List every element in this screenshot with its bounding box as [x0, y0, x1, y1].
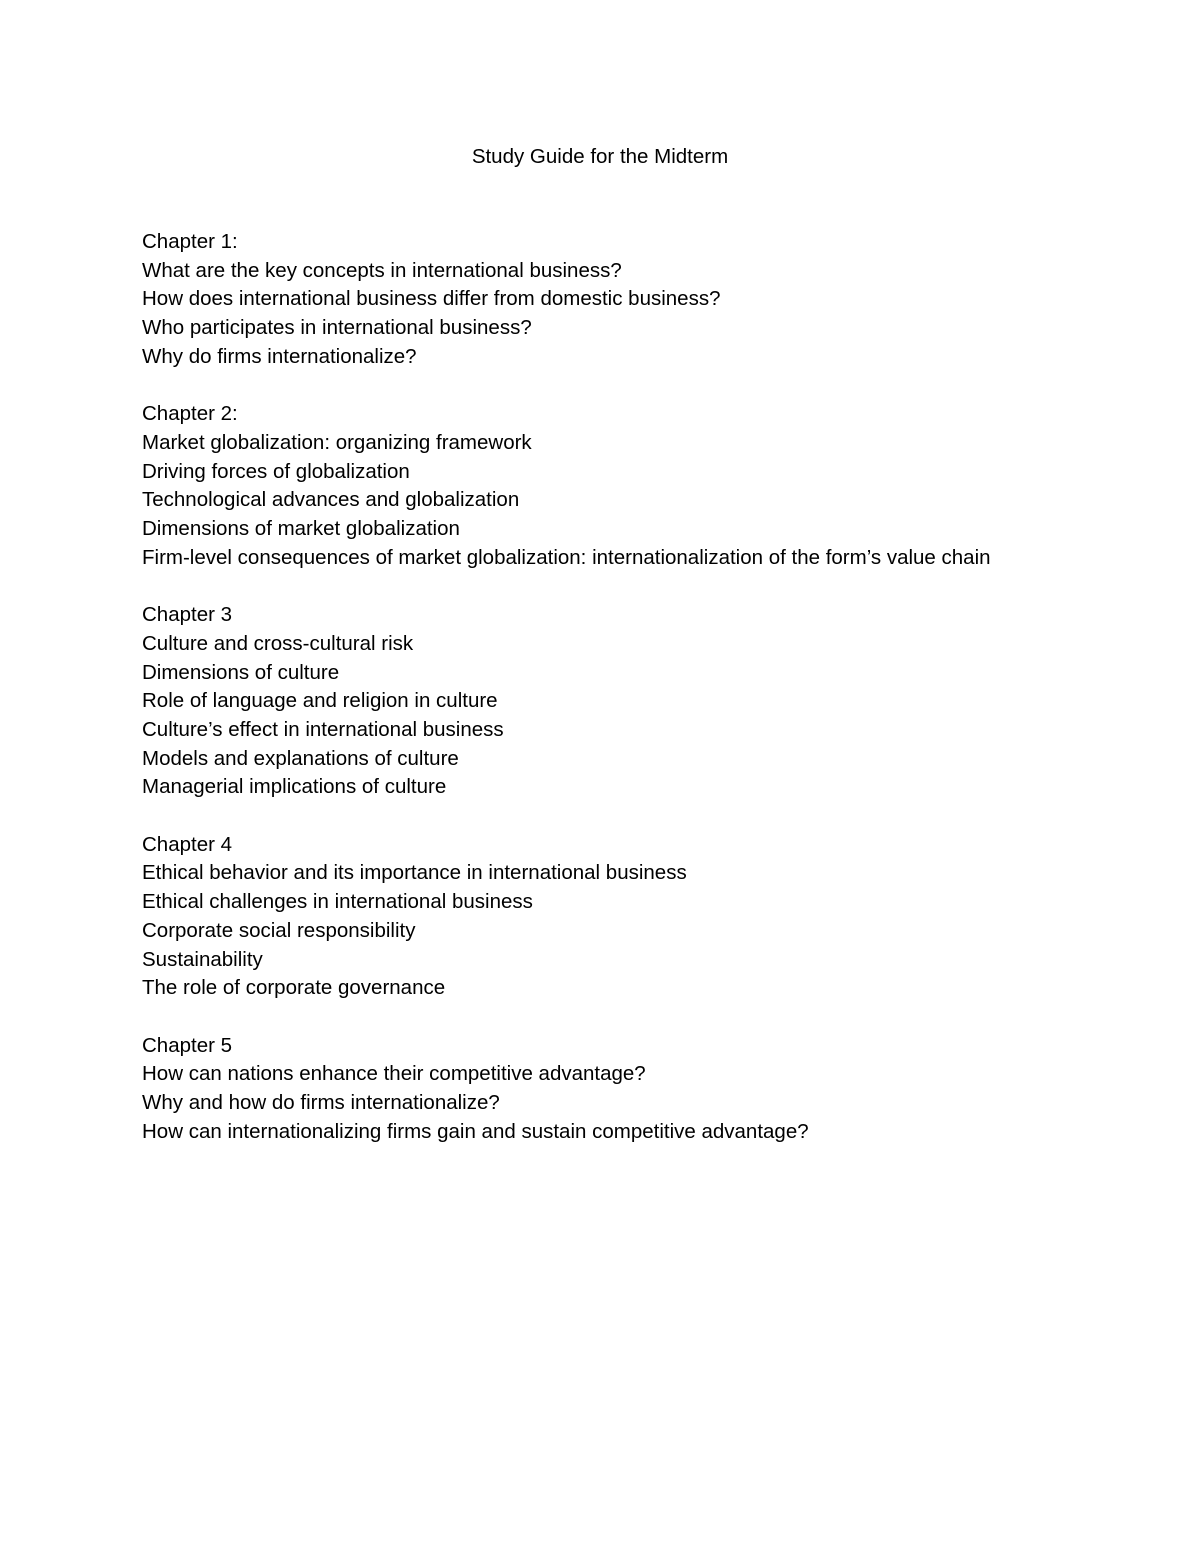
list-item: Dimensions of culture — [142, 660, 340, 684]
list-item: Role of language and religion in culture — [142, 689, 498, 713]
list-item: Market globalization: organizing framework — [142, 430, 532, 454]
chapter-4-section — [142, 831, 1142, 1003]
chapter-4-heading: Chapter 4 — [142, 832, 233, 856]
list-item: Culture’s effect in international business — [142, 717, 504, 741]
chapter-3-section — [142, 601, 1142, 802]
list-item: Technological advances and globalization — [142, 488, 520, 512]
chapter-1-heading: Chapter 1: — [142, 230, 238, 253]
list-item: Driving forces of globalization — [142, 459, 410, 483]
list-item: Why and how do firms internationalize? — [142, 1091, 500, 1115]
list-item: How does international business differ from domestic business? — [142, 287, 721, 311]
document-title: Study Guide for the Midterm — [471, 145, 729, 168]
chapter-2-section — [142, 400, 1142, 572]
list-item: Why do firms internationalize? — [142, 344, 417, 368]
list-item: Managerial implications of culture — [142, 775, 447, 799]
list-item: The role of corporate governance — [142, 976, 446, 1000]
list-item: Who participates in international business? — [142, 316, 532, 340]
chapter-3-heading: Chapter 3 — [142, 603, 233, 627]
chapter-1-section — [142, 228, 1142, 372]
list-item: Culture and cross-cultural risk — [142, 631, 414, 655]
list-item: Corporate social responsibility — [142, 918, 416, 942]
list-item: Models and explanations of culture — [142, 746, 459, 770]
chapter-5-section — [142, 1032, 1142, 1147]
list-item: What are the key concepts in international business? — [142, 258, 622, 282]
list-item: Ethical behavior and its importance in international business — [142, 861, 687, 885]
list-item: How can internationalizing firms gain and sustain competitive advantage? — [142, 1119, 809, 1143]
document-body — [142, 228, 1142, 1175]
list-item: Ethical challenges in international business — [142, 890, 533, 914]
list-item: Sustainability — [142, 947, 263, 971]
list-item: Dimensions of market globalization — [142, 517, 460, 541]
chapter-5-heading: Chapter 5 — [142, 1033, 233, 1057]
chapter-2-heading: Chapter 2: — [142, 402, 238, 426]
list-item: How can nations enhance their competitive advantage? — [142, 1062, 646, 1086]
list-item: Firm-level consequences of market globalization: internationalization of the form’s value chain — [142, 545, 991, 569]
